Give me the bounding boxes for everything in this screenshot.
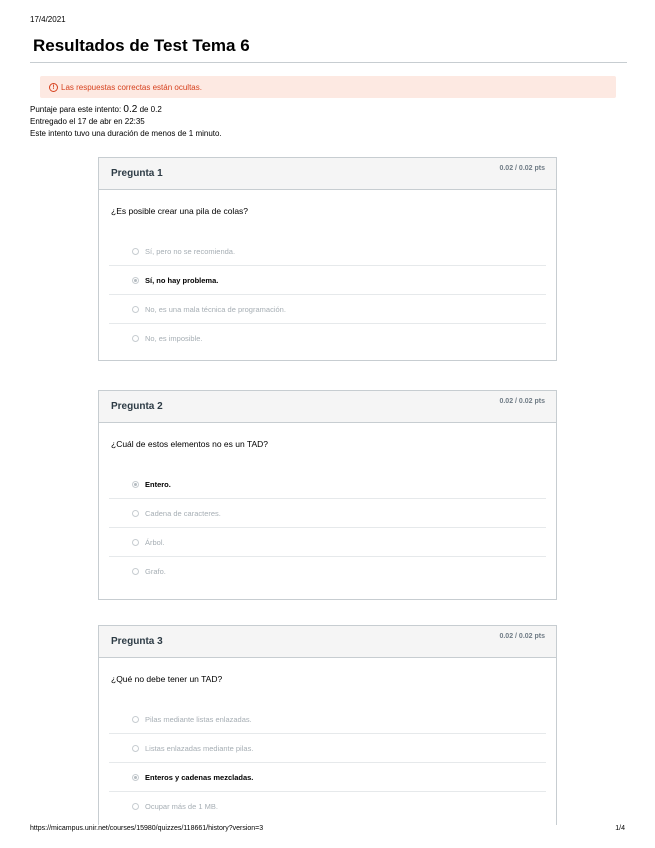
question-card	[98, 390, 557, 600]
radio-icon	[132, 248, 139, 255]
answer-text: Listas enlazadas mediante pilas.	[145, 743, 254, 753]
print-date: 17/4/2021	[30, 15, 66, 24]
radio-icon	[132, 510, 139, 517]
answer-option-selected	[109, 265, 546, 294]
answer-option	[109, 704, 546, 733]
question-header	[99, 158, 556, 190]
radio-icon	[132, 716, 139, 723]
answer-text: Pilas mediante listas enlazadas.	[145, 714, 252, 724]
question-points: 0.02 / 0.02 pts	[499, 165, 545, 172]
radio-selected-icon	[132, 481, 139, 488]
alert-text: Las respuestas correctas están ocultas.	[61, 82, 202, 92]
question-title: Pregunta 3	[111, 636, 163, 647]
question-title: Pregunta 1	[111, 168, 163, 179]
score-line	[30, 104, 222, 116]
answer-option	[109, 498, 546, 527]
question-text: ¿Qué no debe tener un TAD?	[111, 674, 223, 684]
score-value: 0.2	[123, 104, 138, 115]
answer-option	[109, 791, 546, 820]
question-title: Pregunta 2	[111, 401, 163, 412]
answer-text: Enteros y cadenas mezcladas.	[145, 772, 254, 782]
duration-line: Este intento tuvo una duración de menos de 1 minuto.	[30, 129, 222, 138]
answer-text: Sí, pero no se recomienda.	[145, 246, 236, 256]
answer-option	[109, 236, 546, 265]
answer-option	[109, 294, 546, 323]
question-points: 0.02 / 0.02 pts	[499, 398, 545, 405]
attempt-summary	[30, 104, 222, 140]
question-header	[99, 391, 556, 423]
radio-icon	[132, 539, 139, 546]
answer-text: Entero.	[145, 479, 171, 489]
answer-option	[109, 323, 546, 352]
answer-text: No, es una mala técnica de programación.	[145, 304, 286, 314]
radio-icon	[132, 335, 139, 342]
answer-text: Árbol.	[145, 537, 165, 547]
page-title: Resultados de Test Tema 6	[33, 36, 250, 55]
question-text: ¿Cuál de estos elementos no es un TAD?	[111, 439, 269, 449]
answer-option-selected	[109, 469, 546, 498]
title-divider	[30, 62, 627, 63]
answer-text: Ocupar más de 1 MB.	[145, 801, 218, 811]
answer-list	[109, 236, 546, 352]
radio-icon	[132, 745, 139, 752]
score-total: de 0.2	[139, 105, 162, 114]
submitted-line: Entregado el 17 de abr en 22:35	[30, 117, 145, 126]
question-points: 0.02 / 0.02 pts	[499, 633, 545, 640]
answer-option-selected	[109, 762, 546, 791]
question-card	[98, 157, 557, 361]
radio-icon	[132, 568, 139, 575]
answer-option	[109, 733, 546, 762]
answer-text: Sí, no hay problema.	[145, 275, 219, 285]
answer-list	[109, 469, 546, 585]
radio-icon	[132, 306, 139, 313]
score-label: Puntaje para este intento:	[30, 105, 122, 114]
answer-text: No, es imposible.	[145, 333, 203, 343]
print-page-number: 1/4	[615, 825, 625, 832]
question-header	[99, 626, 556, 658]
answer-text: Grafo.	[145, 566, 166, 576]
answer-text: Cadena de caracteres.	[145, 508, 221, 518]
answer-option	[109, 527, 546, 556]
hidden-answers-alert	[40, 76, 616, 98]
print-footer-url: https://micampus.unir.net/courses/15980/quizzes/118661/history?version=3	[30, 825, 264, 832]
question-text: ¿Es posible crear una pila de colas?	[111, 206, 249, 216]
answer-list	[109, 704, 546, 820]
radio-icon	[132, 803, 139, 810]
answer-option	[109, 556, 546, 585]
radio-selected-icon	[132, 774, 139, 781]
alert-circle-icon: !	[49, 83, 58, 92]
radio-selected-icon	[132, 277, 139, 284]
question-card	[98, 625, 557, 825]
